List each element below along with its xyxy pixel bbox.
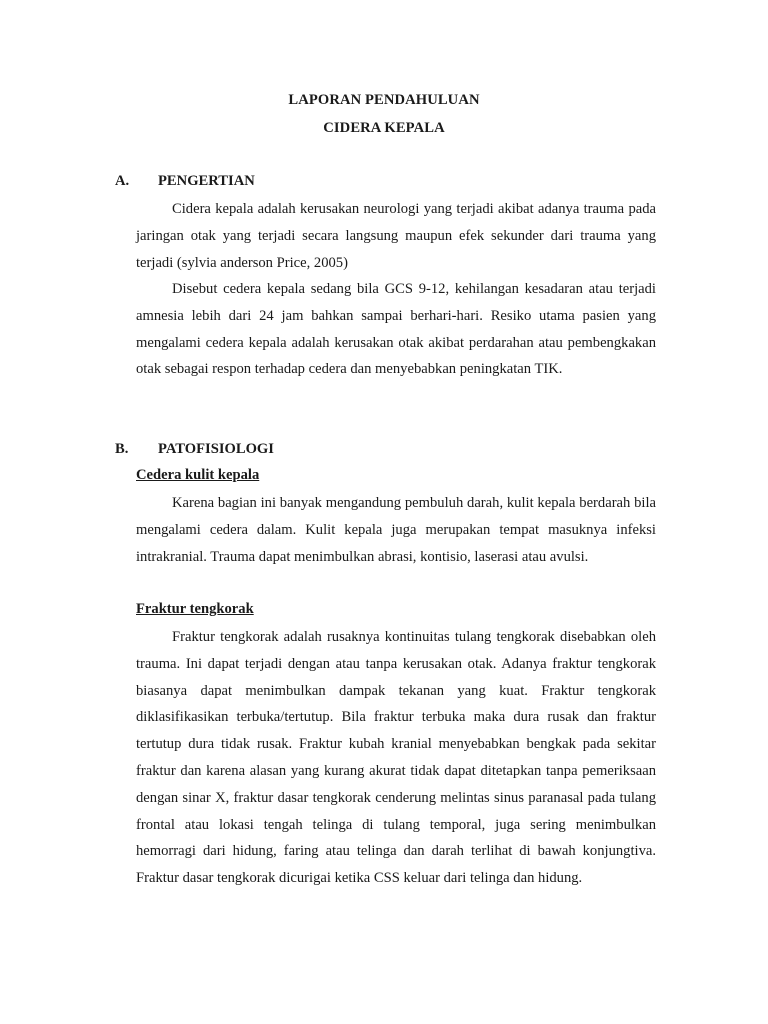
subsection-title: Cedera kulit kepala [136, 467, 260, 483]
paragraph: Disebut cedera kepala sedang bila GCS 9-12, kehilangan kesadaran atau terjadi amnesia lebih dari 24 jam bahkan sampai berhari-hari. Resiko utama pasien yang mengalami cedera kepala adalah kerusakan otak akibat perdarahan atau pembengkakan otak sebagai respon terhadap cedera dan menyebabkan peningkatan TIK. [136, 281, 656, 378]
paragraph: Karena bagian ini banyak mengandung pembuluh darah, kulit kepala berdarah bila mengalami cedera dalam. Kulit kepala juga merupakan tempat masuknya infeksi intrakranial. Trauma dapat menimbulkan abrasi, kontisio, laserasi atau avulsi. [136, 495, 656, 565]
paragraph: Cidera kepala adalah kerusakan neurologi yang terjadi akibat adanya trauma pada jaringan otak yang terjadi secara langsung maupun efek sekunder dari trauma yang terjadi (sylvia anderson Price, 2005) [136, 201, 656, 271]
section-title: PENGERTIAN [158, 173, 255, 189]
section-letter: A. [115, 173, 130, 189]
paragraph: Fraktur tengkorak adalah rusaknya kontinuitas tulang tengkorak disebabkan oleh trauma. Ini dapat terjadi dengan atau tanpa kerusakan otak. Adanya fraktur tengkorak biasanya dapat menimbulkan dampak tekanan yang kuat. Fraktur tengkorak diklasifikasikan terbuka/tertutup. Bila fraktur terbuka maka dura rusak dan fraktur tertutup dura tidak rusak. Fraktur kubah kranial menyebabkan bengkak pada sekitar fraktur dan karena alasan yang kurang akurat tidak dapat ditetapkan tanpa pemeriksaan dengan sinar X, fraktur dasar tengkorak cenderung melintas sinus paranasal pada tulang frontal atau lokasi tengah telinga di tulang temporal, juga sering menimbulkan hemorragi dari hidung, faring atau telinga dan darah terlihat di bawah konjungtiva. Fraktur dasar tengkorak dicurigai ketika CSS keluar dari telinga dan hidung. [136, 629, 656, 887]
section-title: PATOFISIOLOGI [158, 441, 274, 457]
document-subtitle: CIDERA KEPALA [323, 120, 445, 136]
subsection-title: Fraktur tengkorak [136, 601, 254, 617]
document-title: LAPORAN PENDAHULUAN [288, 92, 480, 108]
section-letter: B. [115, 441, 129, 457]
